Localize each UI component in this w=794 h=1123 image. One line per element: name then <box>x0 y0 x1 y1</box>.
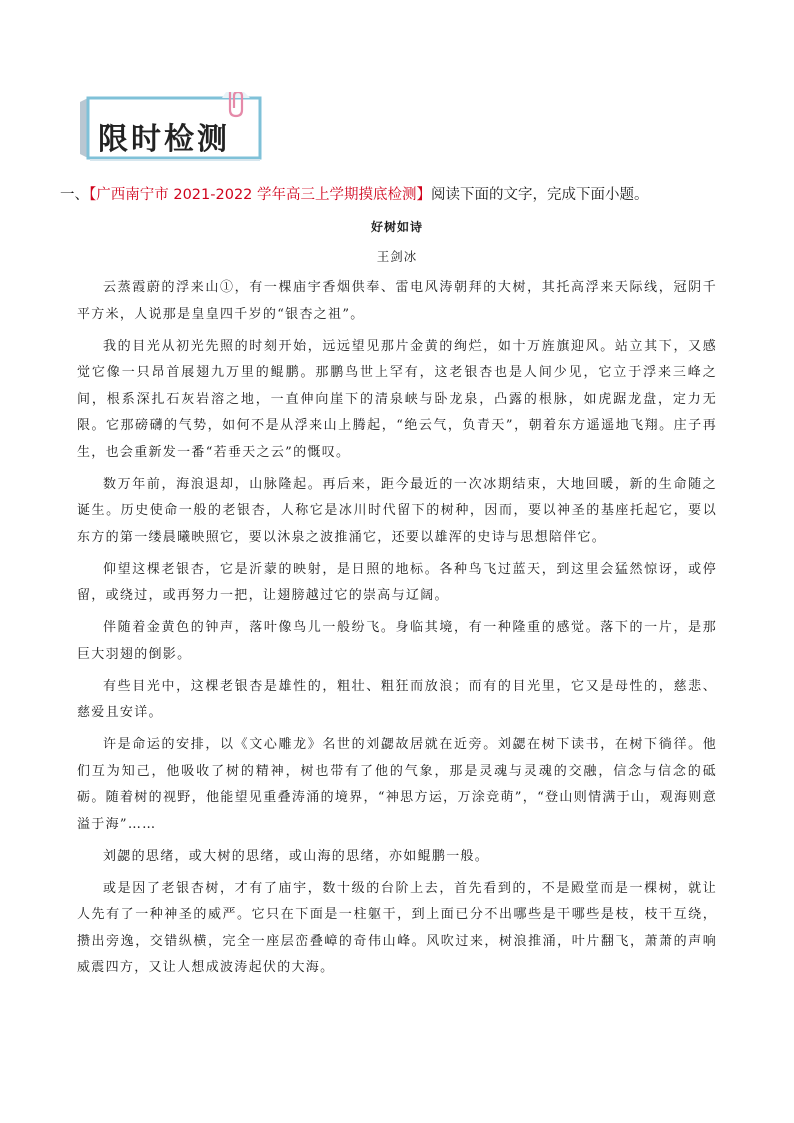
question-instruction: 阅读下面的文字，完成下面小题。 <box>431 187 649 203</box>
article-paragraph: 伴随着金黄色的钟声，落叶像鸟儿一般纷飞。身临其境，有一种隆重的感觉。落下的一片，是那巨大羽翅的倒影。 <box>77 620 717 662</box>
article-paragraph: 仰望这棵老银杏，它是沂蒙的映射，是日照的地标。各种鸟飞过蓝天，到这里会猛然惊讶，或停留，或绕过，或再努力一把，让翅膀越过它的崇高与辽阔。 <box>77 561 717 603</box>
article-paragraph: 数万年前，海浪退却，山脉隆起。再后来，距今最近的一次冰期结束，大地回暖，新的生命随之诞生。历史使命一般的老银杏，人称它是冰川时代留下的树种，因而，要以神圣的基座托起它，要以东方的第一缕晨曦映照它，要以沐泉之波推涌它，还要以雄浑的史诗与思想陪伴它。 <box>77 476 717 545</box>
article-paragraph: 云蒸霞蔚的浮来山①，有一棵庙宇香烟供奉、雷电风涛朝拜的大树，其托高浮来天际线，冠阴千平方米，人说那是皇皇四千岁的“银杏之祖”。 <box>77 280 717 322</box>
article-paragraph: 许是命运的安排，以《文心雕龙》名世的刘勰故居就在近旁。刘勰在树下读书，在树下徜徉。他们互为知己，他吸收了树的精神，树也带有了他的气象，那是灵魂与灵魂的交融，信念与信念的砥砺。随着树的视野，他能望见重叠涛涌的境界，“神思方运，万涂竞萌”，“登山则情满于山，观海则意溢于海”…… <box>77 737 717 832</box>
article-paragraph: 刘勰的思绪，或大树的思绪，或山海的思绪，亦如鲲鹏一般。 <box>103 848 490 864</box>
question-header <box>60 186 760 204</box>
question-source: 【广西南宁市 2021-2022 学年高三上学期摸底检测】 <box>89 187 432 203</box>
article-author: 王剑冰 <box>376 249 418 264</box>
article-paragraph: 我的目光从初光先照的时刻开始，远远望见那片金黄的绚烂，如十万旌旗迎风。站立其下，又感觉它像一只昂首展翅九万里的鲲鹏。那鹏鸟世上罕有，这老银杏也是人间少见，它立于浮来三峰之间，根系深扎石灰岩溶之地，一直伸向崖下的清泉峡与卧龙泉，凸露的根脉，如虎踞龙盘，定力无限。它那磅礴的气势，如何不是从浮来山上腾起，“绝云气，负青天”，朝着东方遥遥地飞翔。庄子再生，也会重新发一番“若垂天之云”的慨叹。 <box>77 338 717 460</box>
section-title: 限时检测 <box>98 122 230 157</box>
article-title: 好树如诗 <box>370 220 423 234</box>
article-paragraph: 或是因了老银杏树，才有了庙宇，数十级的台阶上去，首先看到的，不是殿堂而是一棵树，就让人先有了一种神圣的威严。它只在下面是一柱躯干，到上面已分不出哪些是干哪些是枝，枝干互绕，攒出旁逸，交错纵横，完全一座层峦叠嶂的奇伟山峰。风吹过来，树浪推涌，叶片翻飞，萧萧的声响威震四方，又让人想成波涛起伏的大海。 <box>77 880 717 975</box>
article-body <box>77 275 717 987</box>
question-number: 一、 <box>60 187 89 203</box>
article-paragraph: 有些目光中，这棵老银杏是雄性的，粗壮、粗狂而放浪；而有的目光里，它又是母性的，慈悲、慈爱且安详。 <box>77 678 717 720</box>
section-banner <box>74 92 270 164</box>
